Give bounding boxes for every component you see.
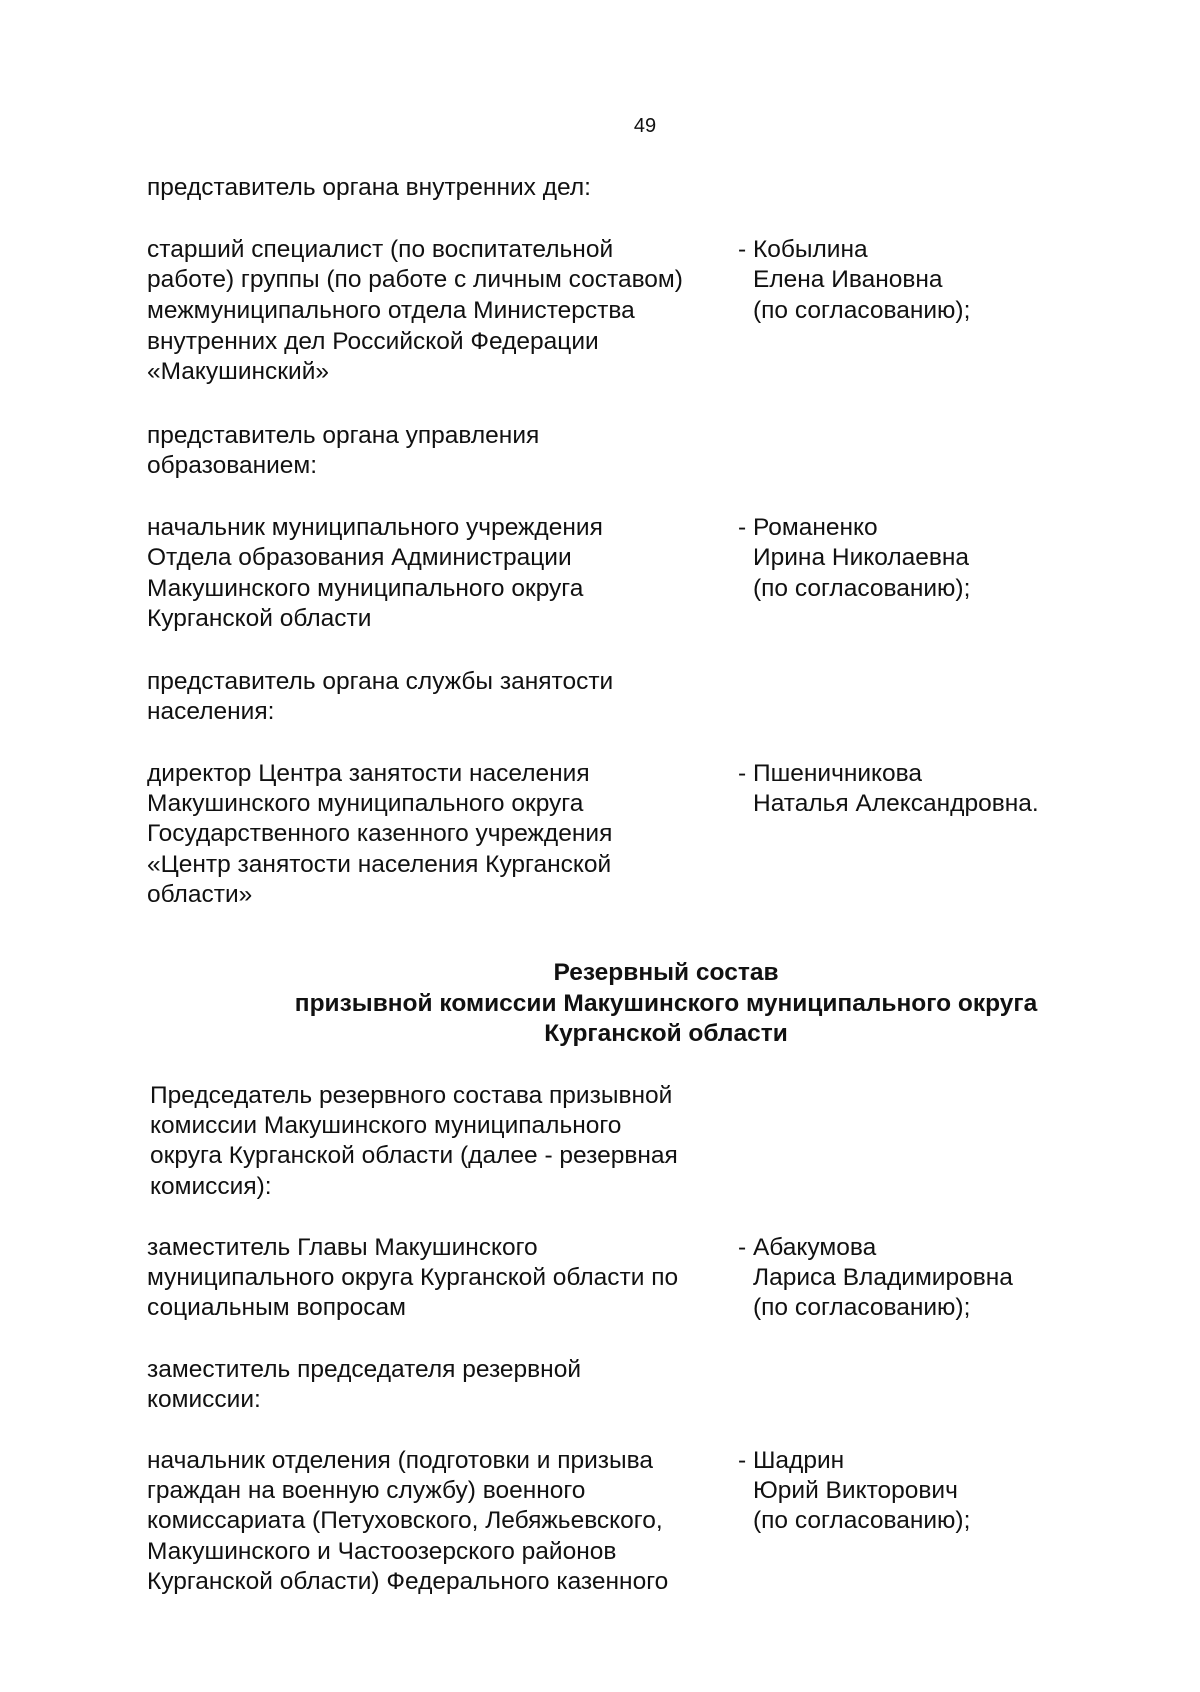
role-heading: заместитель председателя резервной — [147, 1356, 582, 1383]
position-line: Отдела образования Администрации — [147, 544, 572, 571]
position-line: внутренних дел Российской Федерации — [147, 328, 599, 355]
position-line: Курганской области) Федерального казенного — [147, 1568, 669, 1595]
position-line: муниципального округа Курганской области по — [147, 1264, 679, 1291]
section-title-line: Курганской области — [544, 1020, 788, 1047]
position-line: граждан на военную службу) военного — [147, 1477, 586, 1504]
position-line: межмуниципального отдела Министерства — [147, 297, 635, 324]
position-line: Макушинского муниципального округа — [147, 575, 584, 602]
position-line: области» — [147, 881, 253, 908]
position-line: Макушинского и Частоозерского районов — [147, 1538, 617, 1565]
position-line: заместитель Главы Макушинского — [147, 1234, 538, 1261]
role-heading: Председатель резервного состава призывной — [150, 1082, 673, 1109]
role-heading: населения: — [147, 698, 275, 725]
position-line: «Центр занятости населения Курганской — [147, 851, 612, 878]
person-name: Наталья Александровна. — [753, 790, 1039, 817]
role-heading: комиссии Макушинского муниципального — [150, 1112, 622, 1139]
person-surname: - Кобылина — [738, 236, 868, 263]
person-name: Ирина Николаевна — [753, 544, 970, 571]
position-line: работе) группы (по работе с личным составом) — [147, 266, 683, 293]
position-line: начальник муниципального учреждения — [147, 514, 603, 541]
person-note: (по согласованию); — [753, 297, 971, 324]
person-note: (по согласованию); — [753, 1294, 971, 1321]
role-heading: представитель органа службы занятости — [147, 668, 614, 695]
person-surname: - Абакумова — [738, 1234, 877, 1261]
section-title-line: Резервный состав — [553, 959, 779, 986]
person-note: (по согласованию); — [753, 1507, 971, 1534]
role-heading: округа Курганской области (далее - резервная — [150, 1142, 678, 1169]
position-line: старший специалист (по воспитательной — [147, 236, 614, 263]
role-heading: комиссия): — [150, 1173, 272, 1200]
person-name: Лариса Владимировна — [753, 1264, 1013, 1291]
person-surname: - Пшеничникова — [738, 760, 923, 787]
position-line: социальным вопросам — [147, 1294, 406, 1321]
position-line: Государственного казенного учреждения — [147, 820, 613, 847]
person-surname: - Шадрин — [738, 1447, 845, 1474]
position-line: Курганской области — [147, 605, 372, 632]
role-heading: представитель органа внутренних дел: — [147, 174, 591, 201]
position-line: комиссариата (Петуховского, Лебяжьевского, — [147, 1507, 663, 1534]
role-heading: представитель органа управления — [147, 422, 540, 449]
position-line: директор Центра занятости населения — [147, 760, 590, 787]
person-name: Елена Ивановна — [753, 266, 943, 293]
position-line: начальник отделения (подготовки и призыва — [147, 1447, 653, 1474]
page-number: 49 — [633, 115, 657, 137]
role-heading: комиссии: — [147, 1386, 261, 1413]
person-name: Юрий Викторович — [753, 1477, 958, 1504]
position-line: Макушинского муниципального округа — [147, 790, 584, 817]
person-surname: - Романенко — [738, 514, 878, 541]
role-heading: образованием: — [147, 452, 318, 479]
person-note: (по согласованию); — [753, 575, 971, 602]
section-title-line: призывной комиссии Макушинского муниципального округа — [294, 990, 1038, 1017]
position-line: «Макушинский» — [147, 358, 330, 385]
